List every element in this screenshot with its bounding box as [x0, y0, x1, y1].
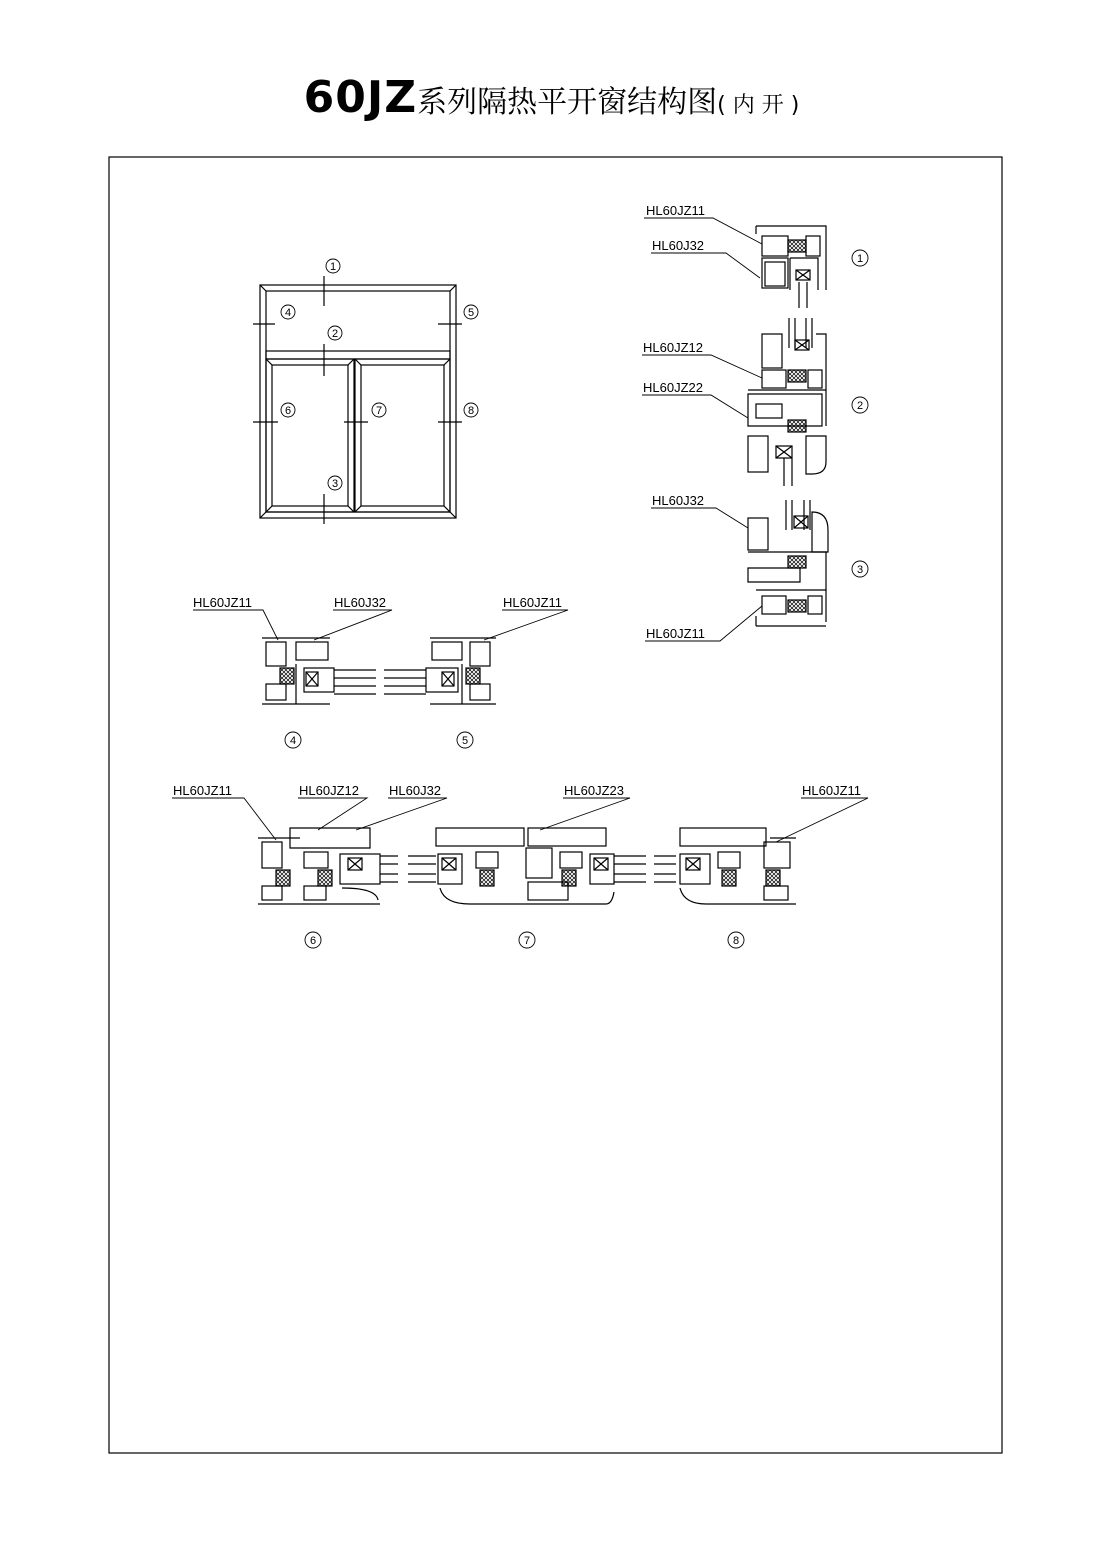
marker-8: 8: [467, 405, 475, 417]
marker-1: 1: [329, 261, 337, 273]
section-number-6: 6: [309, 935, 317, 947]
label-s3-hl60j32: HL60J32: [652, 493, 705, 508]
marker-2: 2: [331, 328, 339, 340]
label-s3-hl60jz11: HL60JZ11: [646, 626, 706, 641]
marker-3: 3: [331, 478, 339, 490]
label-s4-hl60jz11: HL60JZ11: [193, 595, 253, 610]
section-number-3: 3: [856, 564, 864, 576]
section-4-profile: [262, 638, 376, 704]
marker-7: 7: [375, 405, 383, 417]
right-sash-inner: [361, 365, 444, 506]
title-text: 系列隔热平开窗结构图: [417, 85, 718, 120]
title-series: 60JZ: [303, 72, 418, 123]
label-s1-hl60j32: HL60J32: [652, 238, 705, 253]
left-sash: [266, 359, 354, 512]
marker-4: 4: [284, 307, 292, 319]
section-number-4: 4: [289, 735, 297, 747]
section-number-7: 7: [523, 935, 531, 947]
label-s1-hl60jz11: HL60JZ11: [646, 203, 706, 218]
label-s6-hl60j32: HL60J32: [389, 783, 442, 798]
label-s5-hl60jz11: HL60JZ11: [503, 595, 563, 610]
section-6-profile: [258, 828, 398, 904]
marker-6: 6: [284, 405, 292, 417]
label-s8-hl60jz11: HL60JZ11: [802, 783, 862, 798]
label-s6-hl60jz11: HL60JZ11: [173, 783, 233, 798]
marker-5: 5: [467, 307, 475, 319]
label-s4-hl60j32: HL60J32: [334, 595, 387, 610]
section-8-profile: [654, 828, 796, 904]
section-number-2: 2: [856, 400, 864, 412]
elevation-markers: [281, 259, 478, 490]
inner-frame: [266, 291, 450, 512]
right-sash: [355, 359, 450, 512]
drawing-border: [109, 157, 1002, 1453]
section-2-profile: [748, 318, 826, 486]
label-s2-hl60jz22: HL60JZ22: [643, 380, 703, 395]
leader-lines: [172, 218, 868, 842]
section-number-8: 8: [732, 935, 740, 947]
label-s6-hl60jz12: HL60JZ12: [299, 783, 359, 798]
section-7-profile: [408, 828, 646, 904]
label-s7-hl60jz23: HL60JZ23: [564, 783, 624, 798]
section-1-profile: [756, 226, 826, 308]
section-number-5: 5: [461, 735, 469, 747]
transom-bar: [266, 351, 450, 359]
title-opening-type: ( 内 开 ): [717, 93, 800, 118]
section-5-profile: [384, 638, 496, 704]
outer-frame: [260, 285, 456, 518]
label-s2-hl60jz12: HL60JZ12: [643, 340, 703, 355]
section-number-1: 1: [856, 253, 864, 265]
